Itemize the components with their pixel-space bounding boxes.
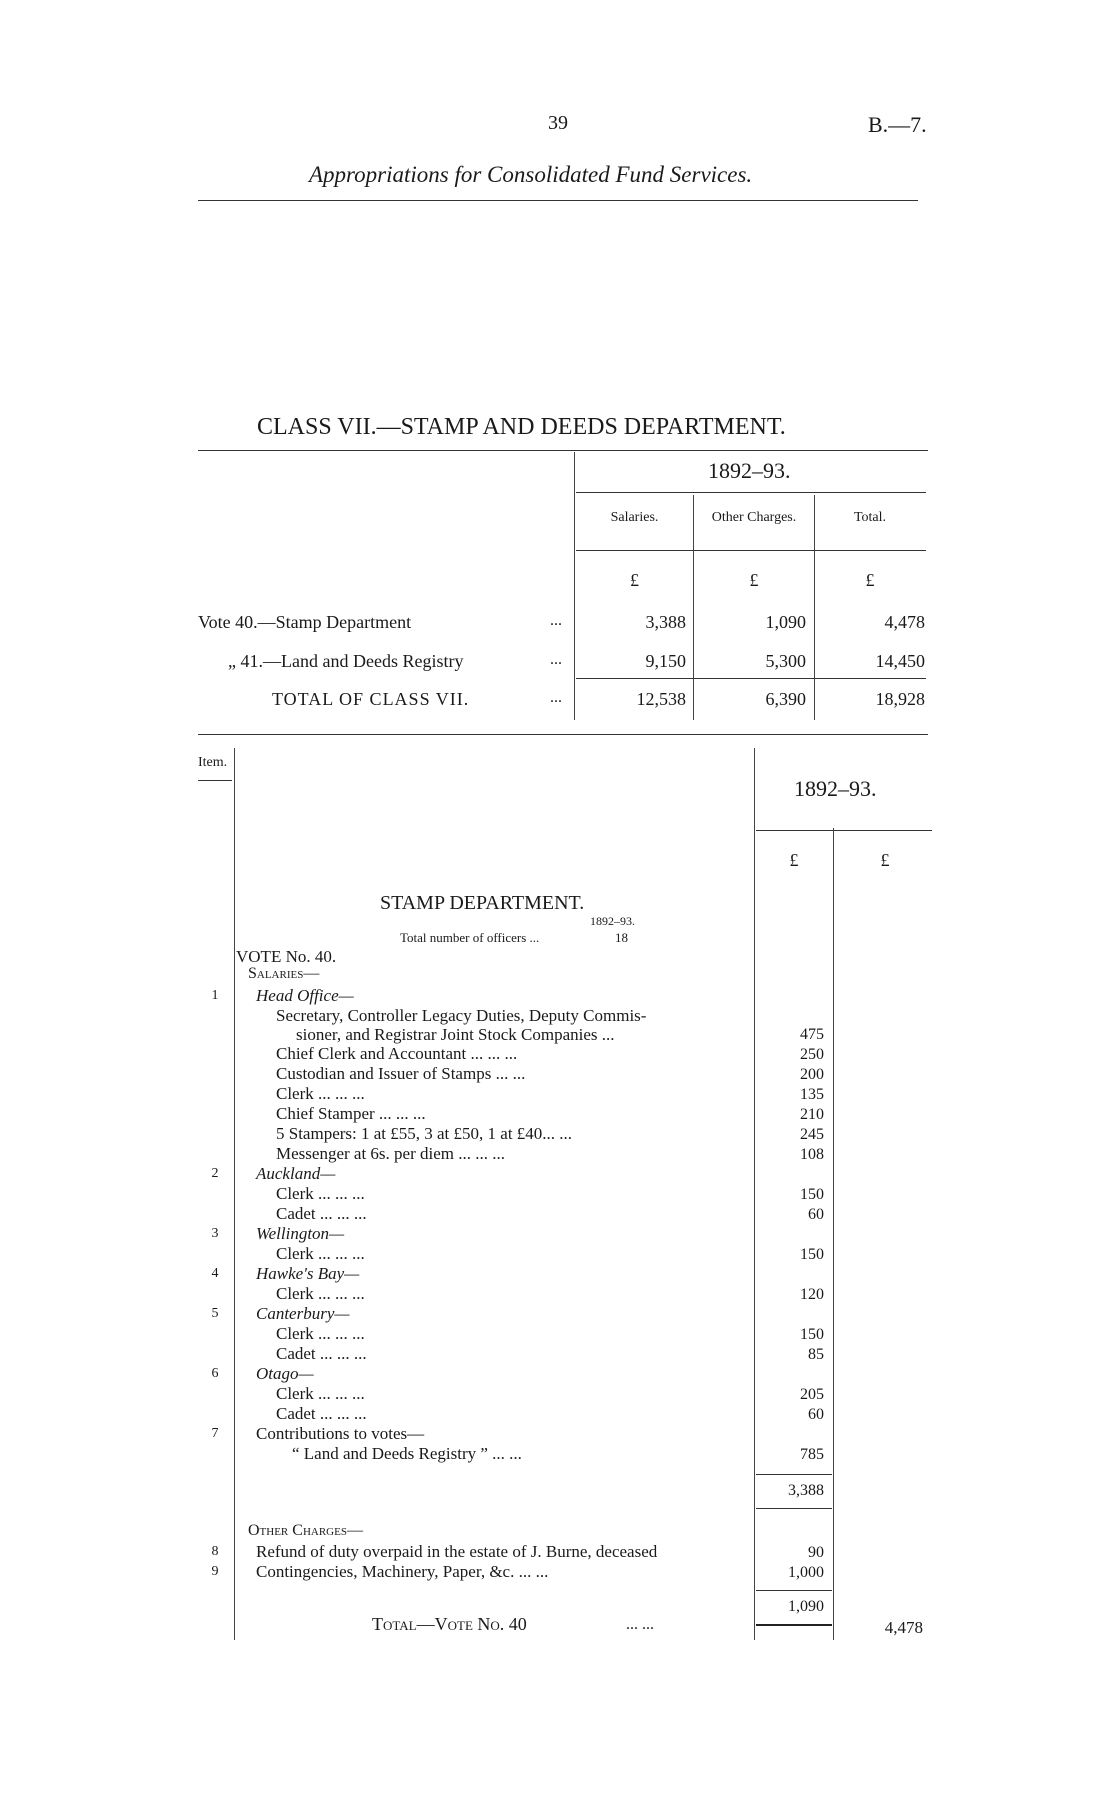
line-amount: 120 bbox=[800, 1286, 824, 1303]
summary-row-label: „ 41.—Land and Deeds Registry bbox=[228, 651, 464, 671]
summary-row-leader: ... bbox=[550, 651, 562, 668]
vote-total-leader: ... ... bbox=[626, 1616, 654, 1633]
summary-row-total: 4,478 bbox=[884, 612, 925, 632]
line-text: Clerk ... ... ... bbox=[276, 1244, 365, 1263]
line-amount: 108 bbox=[800, 1146, 824, 1163]
item-number: 5 bbox=[211, 1306, 219, 1321]
other-subtotal-bottom-rule bbox=[756, 1624, 832, 1626]
class-heading: CLASS VII.—STAMP AND DEEDS DEPARTMENT. bbox=[257, 414, 786, 440]
officers-year: 1892–93. bbox=[590, 914, 635, 928]
page-number: 39 bbox=[548, 112, 568, 134]
summary-col-rule-2 bbox=[814, 495, 815, 720]
line-amount: 60 bbox=[808, 1406, 824, 1423]
line-text: Chief Stamper ... ... ... bbox=[276, 1104, 426, 1123]
item-header-rule bbox=[198, 780, 232, 781]
item-number: 2 bbox=[211, 1166, 219, 1181]
line-amount: 205 bbox=[800, 1386, 824, 1403]
item-number: 6 bbox=[211, 1366, 219, 1381]
other-charges-subtotal: 1,090 bbox=[788, 1598, 824, 1615]
line-amount: 200 bbox=[800, 1066, 824, 1083]
line-amount: 90 bbox=[808, 1544, 824, 1561]
item-number: 9 bbox=[211, 1564, 219, 1579]
total-column-rule bbox=[833, 828, 834, 1640]
line-text: Refund of duty overpaid in the estate of J. Burne, deceased bbox=[256, 1542, 658, 1561]
item-header: Item. bbox=[198, 755, 228, 770]
line-text: Clerk ... ... ... bbox=[276, 1324, 365, 1343]
line-text: Cadet ... ... ... bbox=[276, 1404, 367, 1423]
header-rule bbox=[198, 200, 918, 201]
summary-row-other: 1,090 bbox=[765, 612, 806, 632]
line-amount: 1,000 bbox=[788, 1564, 824, 1581]
line-text: Clerk ... ... ... bbox=[276, 1184, 365, 1203]
line-amount: 785 bbox=[800, 1446, 824, 1463]
line-text: Clerk ... ... ... bbox=[276, 1384, 365, 1403]
col-header-salaries: Salaries. bbox=[610, 510, 659, 525]
officers-label: Total number of officers ... bbox=[400, 930, 540, 945]
line-amount: 475 bbox=[800, 1026, 824, 1043]
salaries-subtotal-rule bbox=[756, 1474, 832, 1475]
item-number: 7 bbox=[211, 1426, 219, 1441]
summary-header-rule bbox=[576, 550, 926, 551]
line-text: Clerk ... ... ... bbox=[276, 1084, 365, 1103]
col-header-total: Total. bbox=[853, 510, 887, 525]
line-text: Auckland— bbox=[256, 1164, 336, 1183]
line-text: Custodian and Issuer of Stamps ... ... bbox=[276, 1064, 526, 1083]
currency-total: £ bbox=[865, 570, 875, 590]
line-text: sioner, and Registrar Joint Stock Companies ... bbox=[296, 1025, 615, 1044]
summary-total-label: TOTAL OF CLASS VII. bbox=[272, 689, 470, 709]
line-amount: 85 bbox=[808, 1346, 824, 1363]
summary-row-salaries: 3,388 bbox=[645, 612, 686, 632]
salaries-heading: Salaries— bbox=[248, 965, 320, 982]
item-number: 4 bbox=[211, 1266, 219, 1281]
summary-row-other: 5,300 bbox=[765, 651, 806, 671]
summary-row-label: Vote 40.—Stamp Department bbox=[198, 612, 412, 632]
currency-salaries: £ bbox=[630, 570, 639, 590]
line-text: Cadet ... ... ... bbox=[276, 1344, 367, 1363]
currency-total-col: £ bbox=[880, 850, 890, 870]
officers-count: 18 bbox=[615, 930, 628, 945]
line-amount: 250 bbox=[800, 1046, 824, 1063]
detail-year-rule bbox=[756, 830, 932, 831]
summary-total-salaries: 12,538 bbox=[636, 689, 686, 709]
other-charges-heading: Other Charges— bbox=[248, 1522, 363, 1539]
line-text: Contributions to votes— bbox=[256, 1424, 425, 1443]
summary-total-total: 18,928 bbox=[875, 689, 925, 709]
line-text: Cadet ... ... ... bbox=[276, 1204, 367, 1223]
line-text: Hawke's Bay— bbox=[256, 1264, 360, 1283]
summary-left-rule bbox=[574, 452, 575, 720]
summary-year-rule bbox=[576, 492, 926, 493]
salaries-subtotal: 3,388 bbox=[788, 1482, 824, 1499]
summary-total-rule bbox=[576, 678, 926, 679]
line-amount: 150 bbox=[800, 1326, 824, 1343]
currency-amount: £ bbox=[789, 850, 799, 870]
line-text: Wellington— bbox=[256, 1224, 345, 1243]
line-amount: 150 bbox=[800, 1246, 824, 1263]
line-text: Messenger at 6s. per diem ... ... ... bbox=[276, 1144, 505, 1163]
amount-column-rule bbox=[754, 748, 755, 1640]
summary-top-rule bbox=[198, 450, 928, 451]
vote-total-amount: 4,478 bbox=[884, 1618, 923, 1637]
summary-row-total: 14,450 bbox=[875, 651, 925, 671]
line-text: 5 Stampers: 1 at £55, 3 at £50, 1 at £40... ... bbox=[276, 1124, 573, 1143]
line-text: “ Land and Deeds Registry ” ... ... bbox=[292, 1444, 522, 1463]
vote-total-label: Total—Vote No. 40 bbox=[372, 1614, 527, 1634]
summary-row-leader: ... bbox=[550, 612, 562, 629]
other-subtotal-rule bbox=[756, 1590, 832, 1591]
currency-other: £ bbox=[749, 570, 759, 590]
item-column-rule bbox=[234, 748, 235, 1640]
line-text: Clerk ... ... ... bbox=[276, 1284, 365, 1303]
summary-bottom-rule bbox=[198, 734, 928, 735]
line-text: Otago— bbox=[256, 1364, 314, 1383]
line-text: Chief Clerk and Accountant ... ... ... bbox=[276, 1044, 518, 1063]
document-reference: B.—7. bbox=[868, 112, 927, 137]
item-number: 8 bbox=[211, 1544, 219, 1559]
summary-total-other: 6,390 bbox=[765, 689, 806, 709]
department-title: STAMP DEPARTMENT. bbox=[380, 892, 585, 914]
item-number: 3 bbox=[211, 1226, 219, 1241]
summary-year: 1892–93. bbox=[708, 458, 791, 483]
item-number: 1 bbox=[211, 988, 219, 1003]
line-amount: 210 bbox=[800, 1106, 824, 1123]
summary-col-rule-1 bbox=[693, 495, 694, 720]
line-text: Contingencies, Machinery, Paper, &c. ... ... bbox=[256, 1562, 549, 1581]
detail-year: 1892–93. bbox=[794, 776, 877, 801]
summary-row-salaries: 9,150 bbox=[645, 651, 686, 671]
salaries-subtotal-bottom-rule bbox=[756, 1508, 832, 1509]
page-title: Appropriations for Consolidated Fund Services. bbox=[309, 162, 753, 187]
line-amount: 245 bbox=[800, 1126, 824, 1143]
line-amount: 135 bbox=[800, 1086, 824, 1103]
line-text: Secretary, Controller Legacy Duties, Deputy Commis- bbox=[276, 1006, 647, 1025]
summary-row-leader: ... bbox=[550, 689, 562, 706]
line-amount: 60 bbox=[808, 1206, 824, 1223]
line-text: Canterbury— bbox=[256, 1304, 350, 1323]
line-text: Head Office— bbox=[256, 986, 354, 1005]
vote-number: VOTE No. 40. bbox=[236, 947, 337, 966]
col-header-other-charges: Other Charges. bbox=[711, 510, 797, 525]
line-amount: 150 bbox=[800, 1186, 824, 1203]
